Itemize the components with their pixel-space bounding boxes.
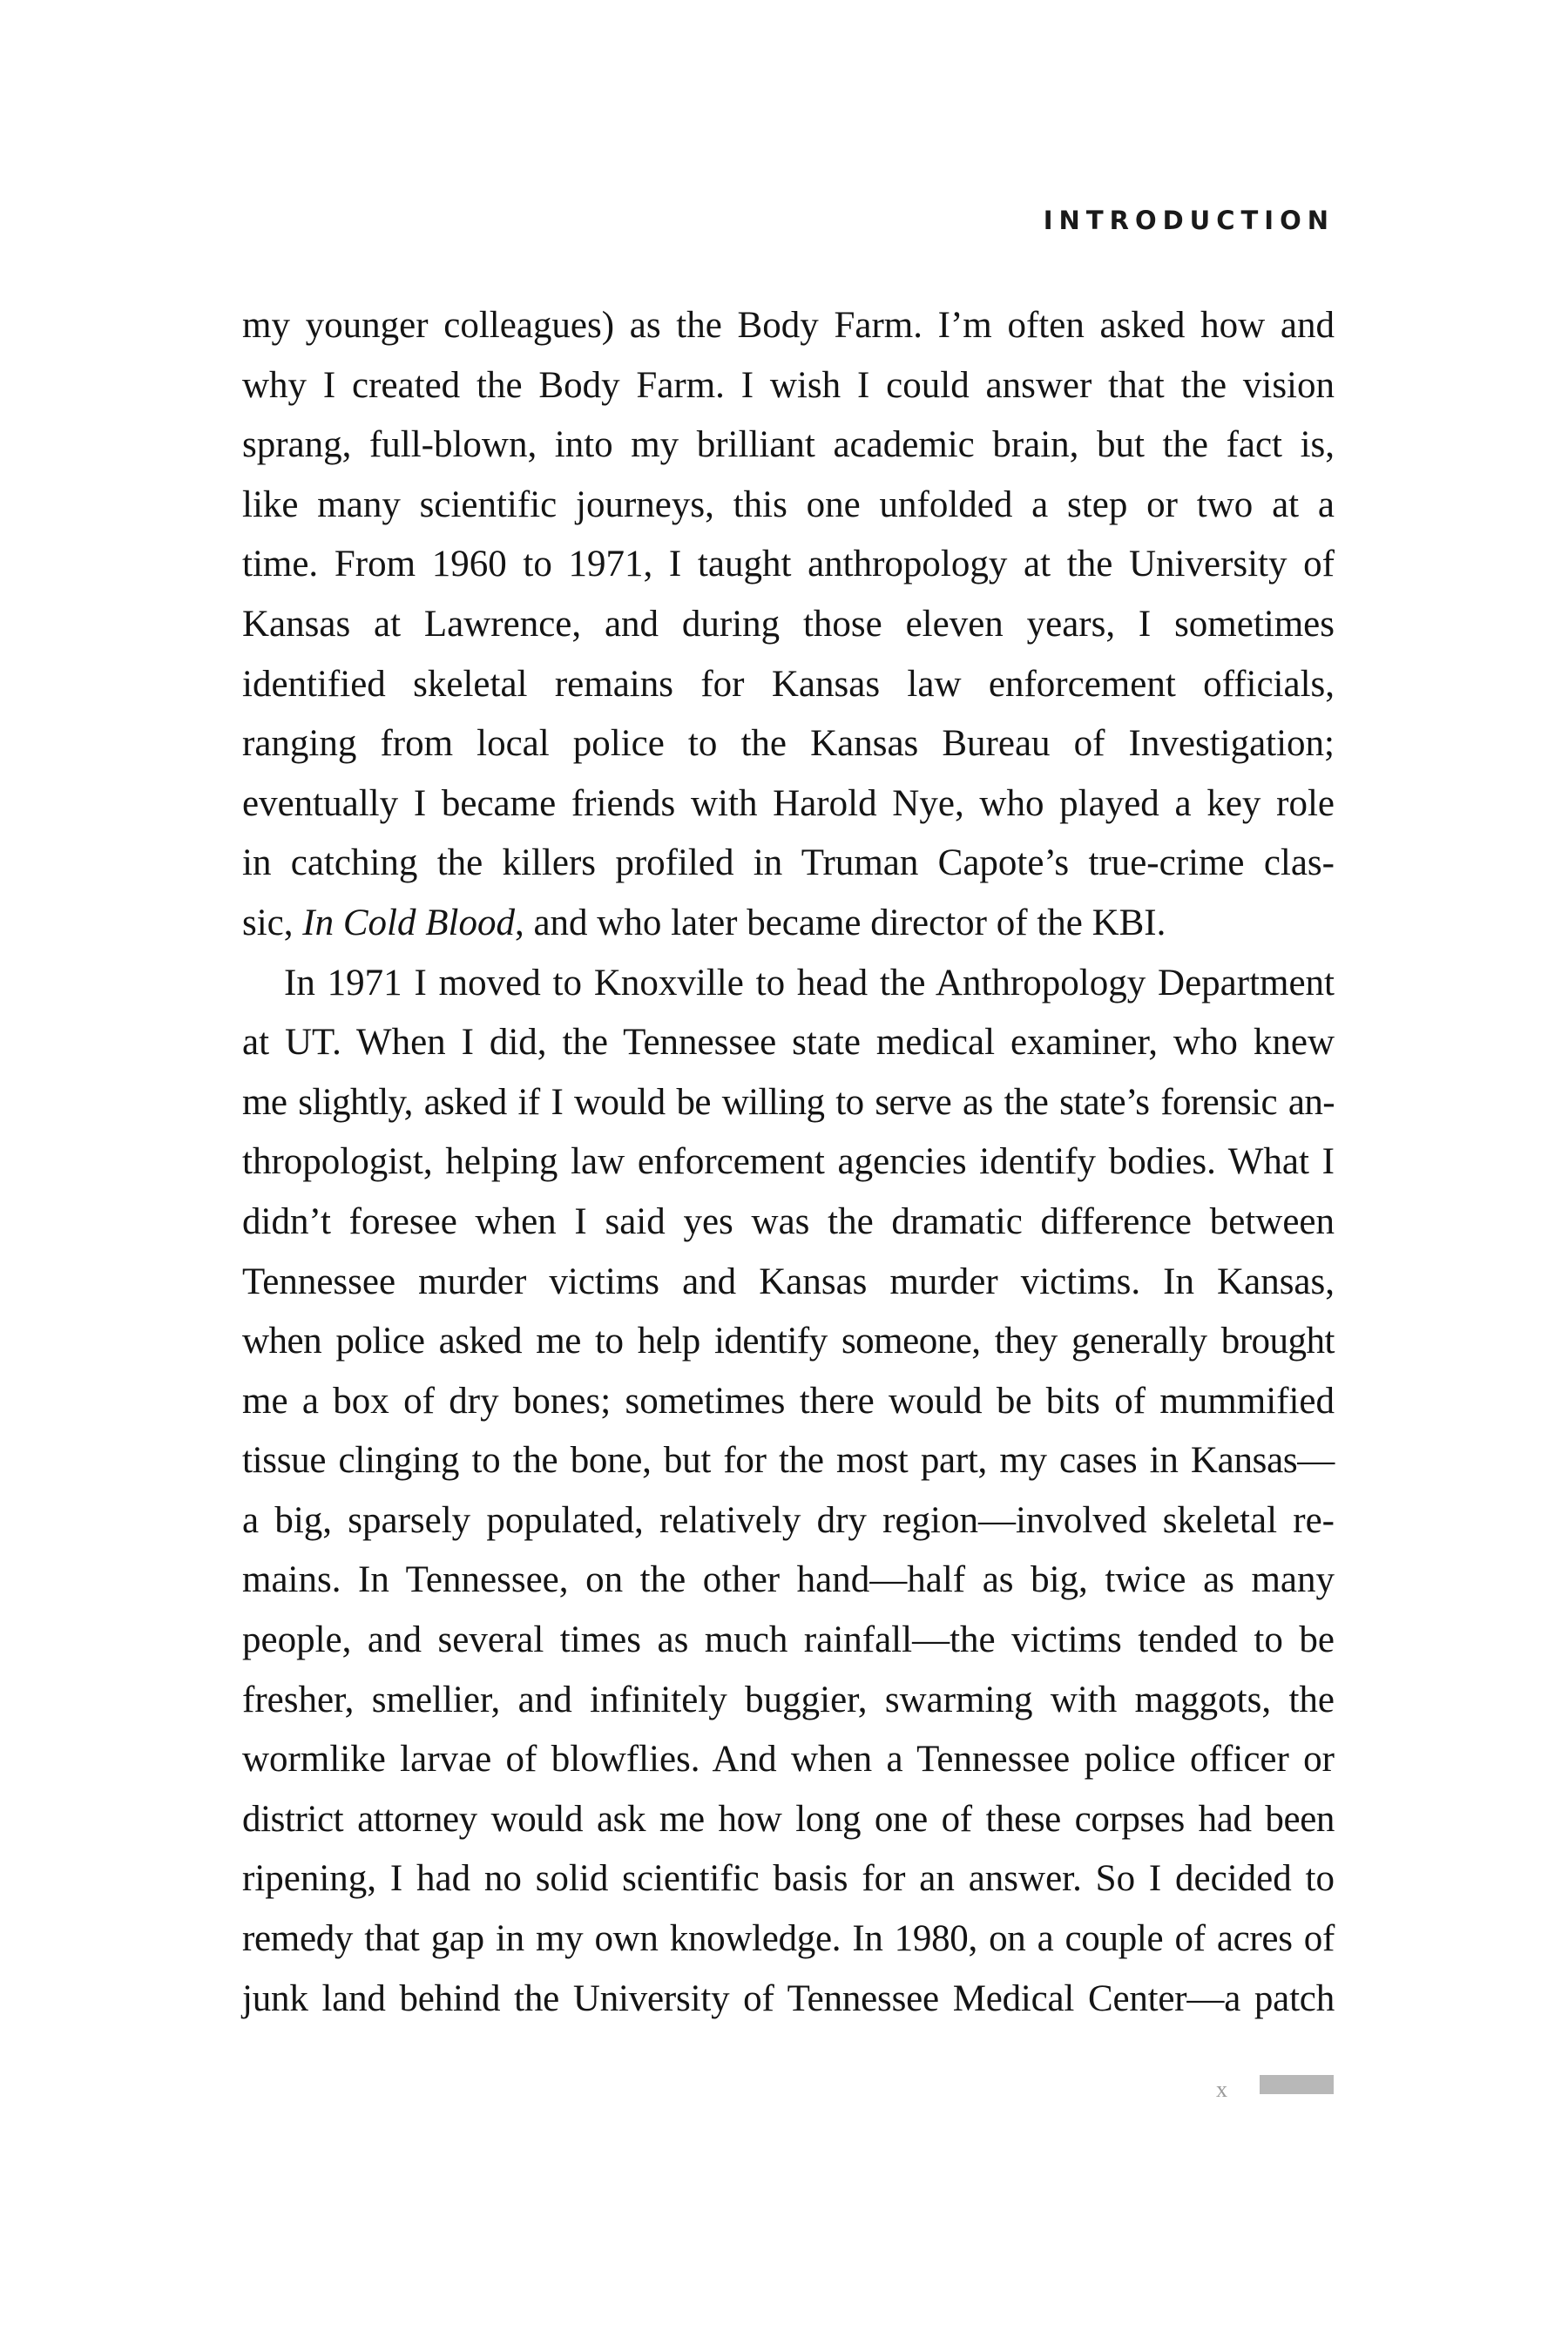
page-number: x	[1216, 2077, 1227, 2102]
paragraph-1	[242, 296, 1335, 954]
text-line: identified skeletal remains for Kansas law enforcement officials,	[242, 663, 1335, 705]
text-line: why I created the Body Farm. I wish I could answer that the vision	[242, 364, 1335, 406]
text-line: me slightly, asked if I would be willing to serve as the state’s forensic an-	[242, 1081, 1335, 1123]
text-line-with-title	[242, 894, 1335, 954]
text-line: when police asked me to help identify someone, they generally brought	[242, 1321, 1335, 1362]
text-line: at UT. When I did, the Tennessee state medical examiner, who knew	[242, 1022, 1335, 1064]
text-line: Tennessee murder victims and Kansas murder victims. In Kansas,	[242, 1260, 1335, 1302]
text-line: people, and several times as much rainfall—the victims tended to be	[242, 1619, 1335, 1661]
text-line: a big, sparsely populated, relatively dry region—involved skeletal re-	[242, 1499, 1335, 1541]
text-line: didn’t foresee when I said yes was the dramatic difference between	[242, 1200, 1335, 1242]
text-line: me a box of dry bones; sometimes there would be bits of mummified	[242, 1380, 1335, 1422]
body-text	[242, 296, 1335, 2029]
text-line: In 1971 I moved to Knoxville to head the Anthropology Department	[284, 962, 1335, 1004]
book-title: In Cold Blood	[302, 902, 515, 943]
text-line: wormlike larvae of blowflies. And when a Tennessee police officer or	[242, 1739, 1335, 1781]
text-line: eventually I became friends with Harold Nye, who played a key role	[242, 782, 1335, 824]
text-line: remedy that gap in my own knowledge. In 1980, on a couple of acres of	[242, 1918, 1335, 1960]
text-line: my younger colleagues) as the Body Farm. I’m often asked how and	[242, 305, 1335, 346]
line-suffix: , and who later became director of the KBI.	[514, 902, 1166, 943]
text-line: junk land behind the University of Tennessee Medical Center—a patch	[242, 1977, 1335, 2019]
text-line: like many scientific journeys, this one unfolded a step or two at a	[242, 483, 1335, 525]
text-line: mains. In Tennessee, on the other hand—half as big, twice as many	[242, 1559, 1335, 1601]
folio-bar	[1260, 2075, 1334, 2094]
text-line: in catching the killers profiled in Truman Capote’s true-crime clas-	[242, 842, 1335, 884]
text-line: ranging from local police to the Kansas Bureau of Investigation;	[242, 723, 1335, 765]
text-line: sprang, full-blown, into my brilliant academic brain, but the fact is,	[242, 424, 1335, 466]
text-line: fresher, smellier, and infinitely buggier, swarming with maggots, the	[242, 1679, 1335, 1720]
text-line: thropologist, helping law enforcement agencies identify bodies. What I	[242, 1141, 1335, 1183]
line-prefix: sic,	[242, 902, 303, 943]
text-line: district attorney would ask me how long one of these corpses had been	[242, 1798, 1335, 1840]
text-line: Kansas at Lawrence, and during those eleven years, I sometimes	[242, 603, 1335, 645]
paragraph-2	[242, 954, 1335, 2030]
text-line: tissue clinging to the bone, but for the most part, my cases in Kansas—	[242, 1440, 1335, 1482]
running-head: INTRODUCTION	[1043, 206, 1335, 235]
text-line: time. From 1960 to 1971, I taught anthropology at the University of	[242, 544, 1335, 585]
text-line: ripening, I had no solid scientific basis for an answer. So I decided to	[242, 1858, 1335, 1900]
